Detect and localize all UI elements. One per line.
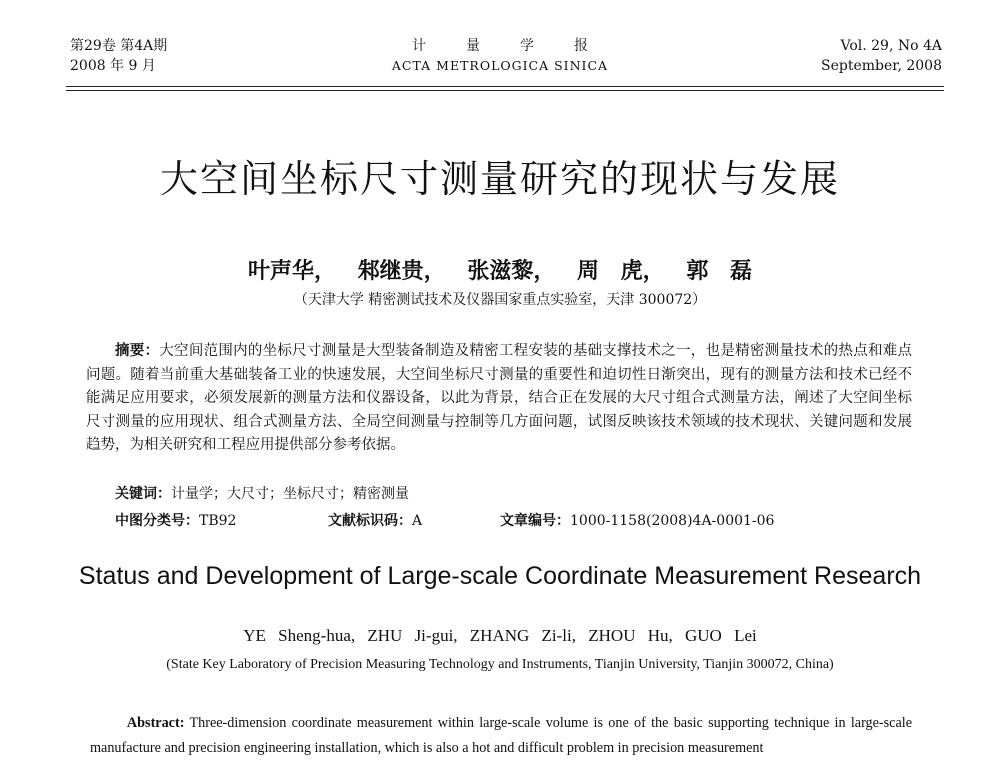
abstract-en xyxy=(90,711,912,761)
clc-label: 中图分类号： xyxy=(115,513,199,529)
volume-issue: 第29卷 第4A期 xyxy=(70,38,168,54)
journal-name-zh: 计量学报 xyxy=(412,38,628,54)
abstract-en-label: Abstract: xyxy=(126,715,185,731)
affiliation-zh: （天津大学 精密测试技术及仪器国家重点实验室，天津 300072） xyxy=(293,292,707,308)
publication-date-en: September, 2008 xyxy=(821,58,942,74)
paper-title-zh: 大空间坐标尺寸测量研究的现状与发展 xyxy=(159,157,840,201)
publication-date-zh: 2008 年 9 月 xyxy=(70,58,156,74)
header-rule-top xyxy=(66,86,944,87)
document-code-label: 文献标识码： xyxy=(328,513,412,529)
clc-value: TB92 xyxy=(199,513,237,529)
keywords-zh xyxy=(115,483,915,503)
abstract-zh-label: 摘要： xyxy=(115,343,160,359)
journal-volume-info-en xyxy=(821,36,942,76)
keywords-zh-label: 关键词： xyxy=(115,486,171,502)
journal-name xyxy=(360,36,640,76)
affiliation-en: (State Key Laboratory of Precision Measuring Technology and Instruments, Tianjin University, Tianjin 300072, China) xyxy=(166,657,834,672)
volume-issue-en: Vol. 29, No 4A xyxy=(840,38,942,54)
clc-number xyxy=(115,510,236,530)
paper-title-en: Status and Development of Large-scale Coordinate Measurement Research xyxy=(78,562,922,590)
article-number xyxy=(500,510,774,530)
keywords-zh-text: 计量学；大尺寸；坐标尺寸；精密测量 xyxy=(171,486,409,502)
abstract-zh xyxy=(86,340,912,458)
authors-zh: 叶声华， 邾继贵， 张滋黎， 周 虎， 郭 磊 xyxy=(248,258,752,284)
authors-en: YE Sheng-hua, ZHU Ji-gui, ZHANG Zi-li, ZHOU Hu, GUO Lei xyxy=(243,626,757,645)
document-code-value: A xyxy=(412,513,423,529)
abstract-en-text: Three-dimension coordinate measurement within large-scale volume is one of the basic supporting technique in large-scale manufacture and precision engineering installation, which is also a hot and difficult problem in precision measurement xyxy=(90,715,913,756)
document-code xyxy=(328,510,422,530)
journal-name-en: ACTA METROLOGICA SINICA xyxy=(391,58,609,73)
journal-issue-info xyxy=(70,36,167,76)
article-number-label: 文章编号： xyxy=(500,513,570,529)
header-rule-bottom xyxy=(66,90,944,91)
abstract-zh-text: 大空间范围内的坐标尺寸测量是大型装备制造及精密工程安装的基础支撑技术之一，也是精密测量技术的热点和难点问题。随着当前重大基础装备工业的快速发展，大空间坐标尺寸测量的重要性和迫切性日渐突出，现有的测量方法和技术已经不能满足应用要求，必须发展新的测量方法和仪器设备，以此为背景，结合正在发展的大尺寸组合式测量方法，阐述了大空间坐标尺寸测量的应用现状、组合式测量方法、全局空间测量与控制等几方面问题，试图反映该技术领域的技术现状、关键问题和发展趋势，为相关研究和工程应用提供部分参考依据。 xyxy=(86,343,912,453)
article-number-value: 1000-1158(2008)4A-0001-06 xyxy=(570,513,775,529)
